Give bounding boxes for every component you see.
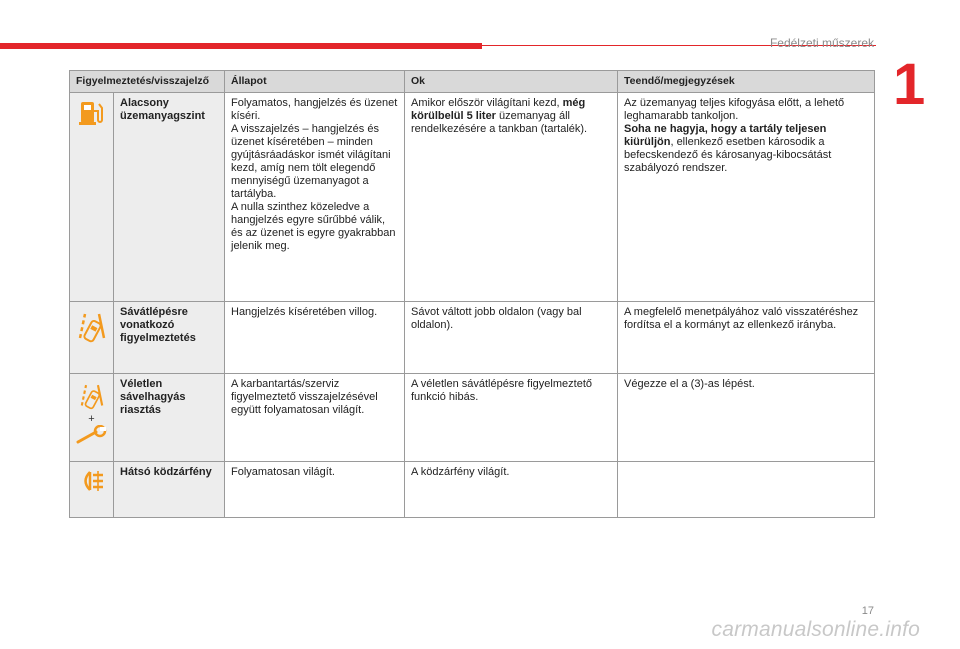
table-row <box>70 302 875 374</box>
table-row <box>70 462 875 518</box>
cause-cell: Amikor először világítani kezd, még körülbelül 5 liter üzemanyag áll rendelkezésére a tankban (tartalék). <box>405 93 618 302</box>
indicator-name: Véletlen sávelhagyás riasztás <box>114 374 225 462</box>
action-cell: Az üzemanyag teljes kifogyása előtt, a lehető leghamarabb tankoljon. Soha ne hagyja, hogy a tartály teljesen kiürüljön, ellenkező esetben károsodik a befecskendező és károsanyag-kibocsátást szabályozó rendszer. <box>618 93 875 302</box>
state-cell: Folyamatosan világít. <box>225 462 405 518</box>
state-cell: Hangjelzés kíséretében villog. <box>225 302 405 374</box>
table-row <box>70 93 875 302</box>
indicator-name: Alacsony üzemanyagszint <box>114 93 225 302</box>
column-header-cause: Ok <box>405 71 618 93</box>
icon-cell <box>70 374 114 462</box>
cause-cell: A ködzárfény világít. <box>405 462 618 518</box>
section-title: Fedélzeti műszerek <box>769 36 874 50</box>
cause-cell: Sávot váltott jobb oldalon (vagy bal oldalon). <box>405 302 618 374</box>
action-cell: Végezze el a (3)-as lépést. <box>618 374 875 462</box>
state-cell: Folyamatos, hangjelzés és üzenet kíséri. A visszajelzés – hangjelzés és üzenet kíséretében – minden gyújtásráadáskor ismét világítani kezd, amíg nem tölt elegendő mennyiségű üzemanyagot a tartályba. A nulla szinthez közeledve a hangjelzés egyre sűrűbbé válik, és az üzenet is egyre gyakrabban jelenik meg. <box>225 93 405 302</box>
icon-cell <box>70 462 114 518</box>
column-header-state: Állapot <box>225 71 405 93</box>
indicator-name: Sávátlépésre vonatkozó figyelmeztetés <box>114 302 225 374</box>
state-cell: A karbantartás/szerviz figyelmeztető visszajelzésével együtt folyamatosan világít. <box>225 374 405 462</box>
column-header-indicator: Figyelmeztetés/visszajelző <box>70 71 225 93</box>
wrench-icon <box>76 425 108 445</box>
lane-departure-icon <box>77 308 107 348</box>
fuel-pump-icon <box>78 99 106 127</box>
icon-cell <box>70 93 114 302</box>
table-header-row <box>70 71 875 93</box>
watermark: carmanualsonline.info <box>711 618 920 641</box>
header-accent-bar <box>0 43 482 49</box>
plus-sign: + <box>88 413 95 425</box>
icon-cell <box>70 302 114 374</box>
column-header-action: Teendő/megjegyzések <box>618 71 875 93</box>
chapter-number: 1 <box>893 52 926 117</box>
action-cell: A megfelelő menetpályához való visszatéréshez fordítsa el a kormányt az ellenkező irányba. <box>618 302 875 374</box>
rear-fog-light-icon <box>78 468 106 494</box>
action-cell <box>618 462 875 518</box>
cause-cell: A véletlen sávátlépésre figyelmeztető funkció hibás. <box>405 374 618 462</box>
page-number: 17 <box>861 605 874 617</box>
lane-departure-icon <box>77 380 107 414</box>
warning-lights-table <box>69 70 875 518</box>
table-row <box>70 374 875 462</box>
indicator-name: Hátsó ködzárfény <box>114 462 225 518</box>
